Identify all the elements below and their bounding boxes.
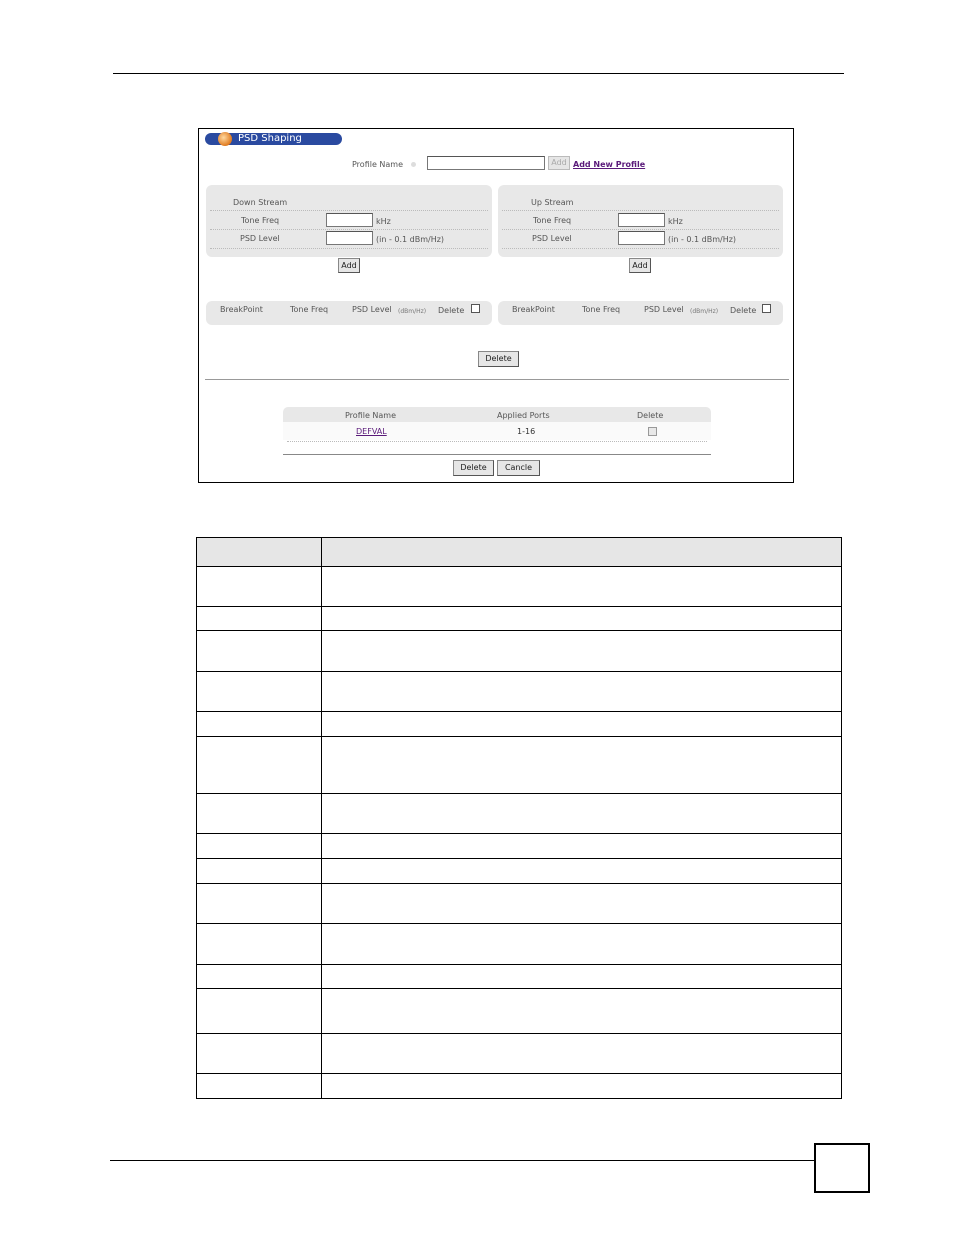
divider [287, 441, 707, 442]
downstream-psd-level-input[interactable] [326, 231, 373, 245]
table-cell [322, 794, 842, 834]
downstream-delete-all-checkbox[interactable] [471, 304, 480, 313]
cancel-button[interactable]: Cancle [497, 460, 540, 476]
table-cell [322, 567, 842, 607]
table-cell [322, 631, 842, 672]
upstream-col-psd-unit: (dBm/Hz) [690, 308, 719, 315]
downstream-psd-level-label: PSD Level [240, 234, 280, 243]
table-cell [322, 1074, 842, 1099]
table-cell [197, 672, 322, 712]
downstream-col-psd-level: PSD Level [352, 305, 392, 314]
downstream-col-psd-unit: (dBm/Hz) [398, 308, 427, 315]
upstream-col-breakpoint: BreakPoint [512, 305, 555, 314]
downstream-col-breakpoint: BreakPoint [220, 305, 263, 314]
table-cell [322, 989, 842, 1034]
upstream-psd-level-input[interactable] [618, 231, 665, 245]
downstream-col-tone-freq: Tone Freq [290, 305, 329, 314]
table-header-cell [322, 538, 842, 567]
table-cell [197, 567, 322, 607]
downstream-psd-unit: (in - 0.1 dBm/Hz) [376, 235, 445, 244]
orb-icon [218, 132, 232, 146]
profiles-col-name: Profile Name [345, 411, 397, 420]
add-profile-button[interactable]: Add [548, 156, 570, 170]
table-cell [197, 607, 322, 631]
table-cell [322, 859, 842, 884]
profile-ports: 1-16 [517, 427, 536, 436]
table-cell [322, 884, 842, 924]
table-cell [197, 1074, 322, 1099]
upstream-tone-freq-label: Tone Freq [533, 216, 572, 225]
downstream-tone-unit: kHz [376, 217, 391, 226]
table-cell [322, 672, 842, 712]
upstream-add-button[interactable]: Add [629, 258, 651, 273]
divider [502, 248, 779, 249]
table-cell [197, 737, 322, 794]
divider [210, 229, 488, 230]
table-cell [322, 737, 842, 794]
table-cell [322, 834, 842, 859]
table-header-cell [197, 538, 322, 567]
table-cell [197, 859, 322, 884]
table-bottom-rule [283, 454, 711, 455]
downstream-col-delete: Delete [438, 306, 465, 315]
table-cell [197, 989, 322, 1034]
table-cell [322, 607, 842, 631]
downstream-add-button[interactable]: Add [338, 258, 360, 273]
profiles-col-delete: Delete [637, 411, 664, 420]
panel-title: PSD Shaping [238, 133, 302, 144]
table-cell [197, 631, 322, 672]
table-cell [197, 884, 322, 924]
table-cell [197, 712, 322, 737]
table-cell [322, 924, 842, 965]
upstream-col-psd-level: PSD Level [644, 305, 684, 314]
profile-name-input[interactable] [427, 156, 545, 170]
footer-rule [110, 1160, 814, 1161]
table-cell [197, 834, 322, 859]
profile-link-defval[interactable]: DEFVAL [356, 427, 387, 436]
breakpoint-delete-button[interactable]: Delete [478, 351, 519, 367]
description-table [196, 537, 842, 1099]
delete-button[interactable]: Delete [453, 460, 494, 476]
downstream-tone-freq-label: Tone Freq [241, 216, 280, 225]
downstream-tone-freq-input[interactable] [326, 213, 373, 227]
table-cell [197, 794, 322, 834]
upstream-title: Up Stream [531, 198, 574, 207]
table-cell [322, 712, 842, 737]
divider [210, 248, 488, 249]
section-separator [205, 379, 789, 380]
upstream-psd-unit: (in - 0.1 dBm/Hz) [668, 235, 737, 244]
upstream-psd-level-label: PSD Level [532, 234, 572, 243]
required-dot-icon [411, 162, 416, 167]
upstream-tone-unit: kHz [668, 217, 683, 226]
table-row [283, 422, 711, 440]
add-new-profile-link[interactable]: Add New Profile [573, 160, 646, 169]
table-cell [197, 924, 322, 965]
header-rule [113, 73, 844, 74]
divider [502, 210, 779, 211]
table-cell [322, 1034, 842, 1074]
upstream-tone-freq-input[interactable] [618, 213, 665, 227]
profiles-col-ports: Applied Ports [497, 411, 550, 420]
table-cell [197, 1034, 322, 1074]
upstream-delete-all-checkbox[interactable] [762, 304, 771, 313]
downstream-title: Down Stream [233, 198, 288, 207]
page-number-box [814, 1143, 870, 1193]
table-cell [322, 965, 842, 989]
profile-name-label: Profile Name [352, 160, 404, 169]
upstream-col-tone-freq: Tone Freq [582, 305, 621, 314]
table-cell [197, 965, 322, 989]
upstream-col-delete: Delete [730, 306, 757, 315]
divider [210, 210, 488, 211]
profile-delete-checkbox[interactable] [648, 427, 657, 436]
divider [502, 229, 779, 230]
